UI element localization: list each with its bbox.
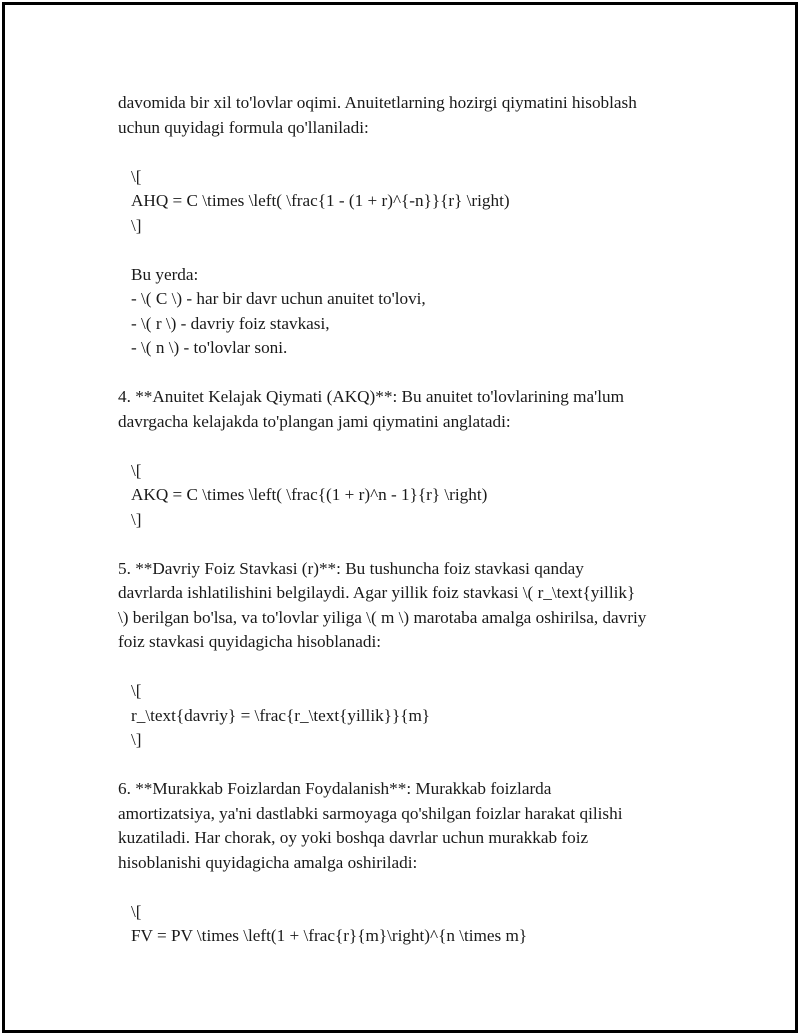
text-line: davrlarda ishlatilishini belgilaydi. Agar yillik foiz stavkasi \( r_\text{yillik} bbox=[118, 583, 636, 602]
text-line: davomida bir xil to'lovlar oqimi. Anuitetlarning hozirgi qiymatini hisoblash bbox=[118, 93, 637, 112]
list-item: - \( C \) - har bir davr uchun anuitet to'lovi, bbox=[131, 289, 426, 308]
formula-close: \] bbox=[131, 215, 142, 235]
formula-open: \[ bbox=[131, 681, 142, 700]
formula-expression: AHQ = C \times \left( \frac{1 - (1 + r)^{-n}}{r} \right) bbox=[131, 191, 510, 210]
text-line: foiz stavkasi quyidagicha hisoblanadi: bbox=[118, 632, 381, 651]
spacer bbox=[118, 753, 708, 778]
formula-akq bbox=[118, 459, 708, 533]
formula-davriy bbox=[118, 679, 708, 753]
formula-expression: FV = PV \times \left(1 + \frac{r}{m}\right)^{n \times m} bbox=[131, 926, 528, 945]
text-line: 6. **Murakkab Foizlardan Foydalanish**: Murakkab foizlarda bbox=[118, 779, 552, 798]
formula-expression: r_\text{davriy} = \frac{r_\text{yillik}}{m} bbox=[131, 705, 431, 725]
list-item: - \( n \) - to'lovlar soni. bbox=[131, 338, 288, 357]
where-list bbox=[118, 263, 708, 361]
section-4-paragraph bbox=[118, 385, 708, 434]
spacer bbox=[118, 532, 708, 557]
spacer bbox=[118, 361, 708, 386]
intro-paragraph bbox=[118, 91, 708, 140]
text-line: 4. **Anuitet Kelajak Qiymati (AKQ)**: Bu anuitet to'lovlarining ma'lum bbox=[118, 387, 624, 406]
document-body bbox=[118, 91, 708, 949]
text-line: davrgacha kelajakda to'plangan jami qiymatini anglatadi: bbox=[118, 411, 511, 431]
text-line: amortizatsiya, ya'ni dastlabki sarmoyaga qo'shilgan foizlar harakat qilishi bbox=[118, 803, 623, 823]
formula-open: \[ bbox=[131, 166, 142, 186]
list-item: - \( r \) - davriy foiz stavkasi, bbox=[131, 313, 330, 333]
spacer bbox=[118, 238, 708, 263]
spacer bbox=[118, 875, 708, 900]
formula-fv bbox=[118, 900, 708, 949]
formula-close: \] bbox=[131, 730, 142, 749]
where-heading: Bu yerda: bbox=[131, 264, 199, 284]
text-line: kuzatiladi. Har chorak, oy yoki boshqa davrlar uchun murakkab foiz bbox=[118, 828, 589, 847]
formula-open: \[ bbox=[131, 901, 142, 921]
text-line: 5. **Davriy Foiz Stavkasi (r)**: Bu tushuncha foiz stavkasi qanday bbox=[118, 558, 584, 578]
section-5-paragraph bbox=[118, 557, 708, 655]
formula-ahq bbox=[118, 165, 708, 239]
text-line: hisoblanishi quyidagicha amalga oshiriladi: bbox=[118, 852, 418, 872]
formula-open: \[ bbox=[131, 460, 142, 480]
section-6-paragraph bbox=[118, 777, 708, 875]
text-line: uchun quyidagi formula qo'llaniladi: bbox=[118, 117, 369, 137]
spacer bbox=[118, 140, 708, 165]
formula-close: \] bbox=[131, 509, 142, 529]
text-line: \) berilgan bo'lsa, va to'lovlar yiliga \( m \) marotaba amalga oshirilsa, davriy bbox=[118, 607, 647, 627]
formula-expression: AKQ = C \times \left( \frac{(1 + r)^n - 1}{r} \right) bbox=[131, 485, 488, 504]
spacer bbox=[118, 655, 708, 680]
spacer bbox=[118, 434, 708, 459]
